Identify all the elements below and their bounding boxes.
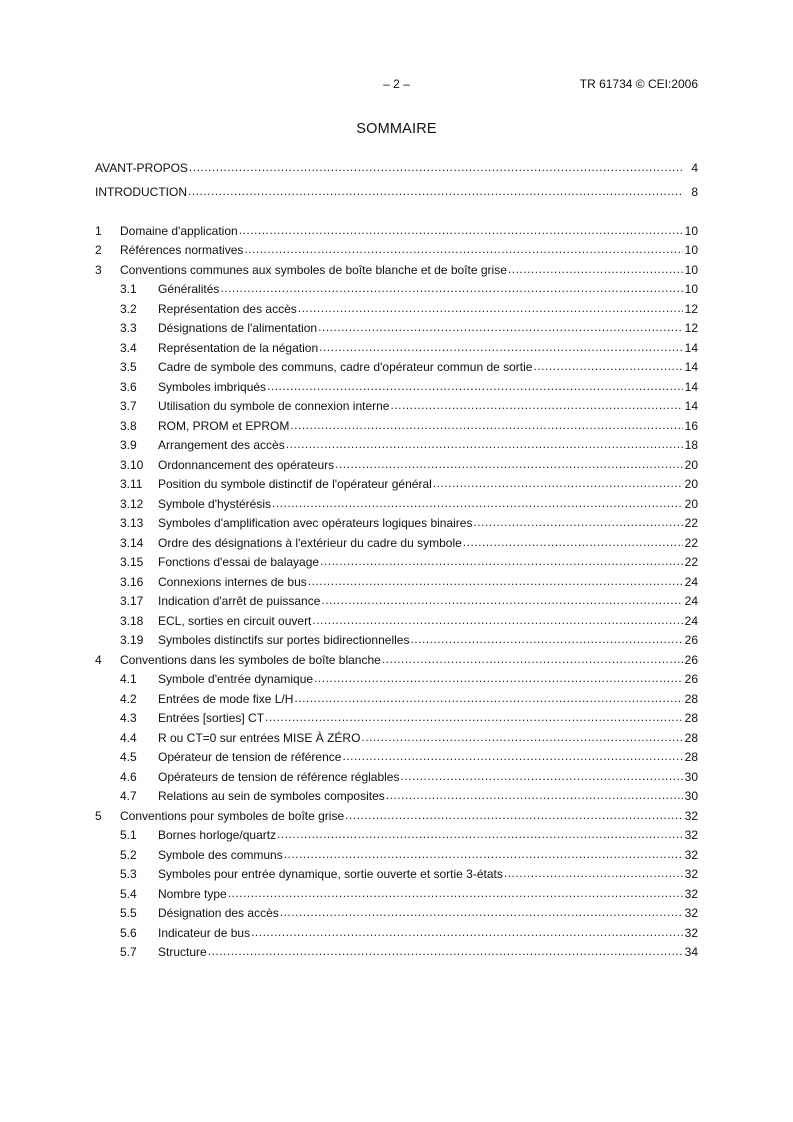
toc-entry[interactable] (95, 394, 698, 414)
toc-entry-label: Entrées [sorties] CT (158, 711, 265, 725)
toc-entry-page: 32 (684, 808, 698, 823)
toc-entry-number: 4.6 (120, 769, 137, 784)
toc-entry-page: 20 (684, 477, 698, 491)
table-of-contents (95, 150, 698, 959)
toc-entry-number: 3.4 (120, 340, 137, 355)
dot-leader (319, 342, 683, 352)
dot-leader (265, 712, 683, 722)
toc-entry-number: 3.15 (120, 555, 144, 569)
toc-entry-page: 24 (684, 594, 698, 608)
toc-entry-page: 20 (684, 457, 698, 472)
toc-entry-number: 5 (95, 808, 102, 823)
toc-entry-number: 3.19 (120, 633, 144, 647)
toc-entry[interactable] (95, 511, 698, 531)
toc-entry-page: 4 (691, 160, 698, 175)
toc-entry-label: Généralités (158, 282, 220, 296)
toc-entry-label: Symbole d'hystérésis (158, 496, 272, 511)
dot-leader (400, 771, 683, 781)
dot-leader (473, 517, 683, 527)
toc-entry-label: Représentation de la négation (158, 340, 319, 355)
dot-leader (189, 162, 683, 172)
toc-entry-number: 3.1 (120, 282, 137, 296)
toc-entry[interactable] (95, 881, 698, 901)
dot-leader (244, 244, 683, 254)
toc-entry-number: 5.7 (120, 945, 137, 959)
dot-leader (280, 907, 683, 917)
toc-entry-label: Ordonnancement des opérateurs (158, 457, 335, 472)
toc-entry-label: Représentation des accès (158, 301, 297, 316)
dot-leader (277, 829, 683, 839)
toc-entry-page: 30 (684, 769, 698, 784)
dot-leader (361, 732, 683, 742)
toc-entry-page: 26 (684, 633, 698, 647)
toc-entry-page: 14 (684, 360, 698, 374)
toc-entry-label: Conventions dans les symboles de boîte blanche (120, 652, 381, 667)
toc-entry[interactable] (95, 296, 698, 316)
toc-entry-label: Symboles pour entrée dynamique, sortie ouverte et sortie 3-états (158, 867, 503, 881)
toc-entry-label: Relations au sein de symboles composites (158, 789, 385, 803)
toc-entry-page: 18 (684, 438, 698, 452)
toc-entry-page: 28 (684, 691, 698, 706)
toc-entry[interactable] (95, 764, 698, 784)
dot-leader (188, 186, 683, 196)
dot-leader (294, 693, 683, 703)
toc-entry-number: 3 (95, 262, 102, 277)
toc-entry-number: 4.5 (120, 750, 137, 764)
toc-entry-page: 14 (684, 399, 698, 413)
toc-entry[interactable] (95, 803, 698, 823)
toc-entry-number: 3.9 (120, 438, 137, 452)
toc-entry-number: 3.7 (120, 399, 137, 413)
toc-entry-number: 4.4 (120, 730, 137, 745)
dot-leader (320, 556, 683, 566)
toc-entry-label: Domaine d'application (120, 223, 238, 238)
toc-entry[interactable] (95, 940, 698, 960)
toc-entry-number: 4.7 (120, 789, 137, 803)
toc-entry[interactable] (95, 218, 698, 238)
toc-entry[interactable] (95, 725, 698, 745)
dot-leader (504, 868, 683, 878)
toc-entry[interactable] (95, 316, 698, 336)
toc-entry-number: 4.2 (120, 691, 137, 706)
toc-entry-page: 12 (684, 301, 698, 316)
toc-entry-label: Utilisation du symbole de connexion interne (158, 399, 390, 413)
toc-entry[interactable] (95, 647, 698, 667)
toc-entry-number: 5.3 (120, 867, 137, 881)
toc-entry-label: Désignation des accès (158, 906, 279, 920)
toc-entry-page: 34 (684, 945, 698, 959)
toc-entry-label: Fonctions d'essai de balayage (158, 555, 320, 569)
toc-entry-label: Indicateur de bus (158, 925, 251, 940)
toc-entry-number: 5.6 (120, 925, 137, 940)
toc-entry-page: 10 (684, 223, 698, 238)
toc-entry-number: 3.14 (120, 535, 144, 550)
toc-entry[interactable] (95, 667, 698, 687)
toc-entry[interactable] (95, 491, 698, 511)
toc-entry-page: 28 (684, 730, 698, 745)
dot-leader (267, 381, 683, 391)
dot-leader (286, 439, 683, 449)
toc-entry[interactable] (95, 472, 698, 492)
toc-entry-number: 3.10 (120, 457, 144, 472)
toc-entry-label: R ou CT=0 sur entrées MISE À ZÉRO (158, 730, 361, 745)
toc-entry-number: 3.3 (120, 321, 137, 335)
dot-leader (220, 283, 683, 293)
toc-entry-page: 10 (684, 262, 698, 277)
toc-entry-label: Symbole d'entrée dynamique (158, 672, 314, 686)
page-number: – 2 – (383, 77, 410, 91)
toc-entry-page: 28 (684, 750, 698, 764)
dot-leader (314, 673, 683, 683)
toc-entry-page: 28 (684, 711, 698, 725)
toc-entry[interactable] (95, 452, 698, 472)
toc-entry-number: 2 (95, 243, 102, 257)
dot-leader (321, 595, 683, 605)
toc-entry-number: 4.3 (120, 711, 137, 725)
toc-entry-label: Indication d'arrêt de puissance (158, 594, 321, 608)
toc-entry[interactable] (95, 530, 698, 550)
toc-entry[interactable] (95, 150, 698, 175)
toc-entry-page: 12 (684, 321, 698, 335)
toc-entry-label: Structure (158, 945, 207, 959)
toc-entry-page: 32 (684, 906, 698, 920)
toc-entry-page: 26 (684, 672, 698, 686)
toc-entry-number: 4.1 (120, 672, 137, 686)
toc-entry-label: Symboles distinctifs sur portes bidirectionnelles (158, 633, 410, 647)
toc-entry-page: 10 (684, 243, 698, 257)
toc-entry-label: Opérateur de tension de référence (158, 750, 342, 764)
toc-entry-label: Symbole des communs (158, 847, 283, 862)
toc-entry-number: 3.6 (120, 379, 137, 394)
toc-entry-page: 32 (684, 925, 698, 940)
toc-entry-number: 5.2 (120, 847, 137, 862)
dot-leader (390, 400, 683, 410)
toc-entry-page: 22 (684, 535, 698, 550)
toc-entry-number: 3.13 (120, 516, 144, 530)
dot-leader (208, 946, 683, 956)
dot-leader (298, 303, 683, 313)
dot-leader (342, 751, 683, 761)
toc-entry-number: 3.5 (120, 360, 137, 374)
dot-leader (272, 498, 683, 508)
toc-entry-page: 32 (684, 867, 698, 881)
toc-entry-number: 3.12 (120, 496, 144, 511)
toc-entry[interactable] (95, 823, 698, 843)
dot-leader (284, 849, 683, 859)
toc-entry-label: Ordre des désignations à l'extérieur du cadre du symbole (158, 535, 462, 550)
toc-entry-page: 20 (684, 496, 698, 511)
toc-entry[interactable] (95, 238, 698, 258)
toc-entry-label: Bornes horloge/quartz (158, 828, 277, 842)
toc-entry-label: ROM, PROM et EPROM (158, 418, 290, 433)
toc-entry-page: 10 (684, 282, 698, 296)
toc-entry[interactable] (95, 706, 698, 726)
toc-entry[interactable] (95, 433, 698, 453)
toc-entry-label: INTRODUCTION (95, 185, 187, 199)
toc-entry[interactable] (95, 355, 698, 375)
toc-entry-page: 14 (684, 379, 698, 394)
dot-leader (312, 615, 683, 625)
toc-entry[interactable] (95, 862, 698, 882)
toc-entry[interactable] (95, 608, 698, 628)
toc-entry-page: 26 (684, 652, 698, 667)
toc-entry-page: 22 (684, 555, 698, 569)
toc-entry-number: 1 (95, 223, 102, 238)
toc-entry-label: AVANT-PROPOS (95, 160, 188, 175)
toc-entry-number: 3.18 (120, 613, 144, 628)
toc-entry[interactable] (95, 589, 698, 609)
dot-leader (318, 322, 683, 332)
toc-entry-page: 32 (684, 828, 698, 842)
toc-entry[interactable] (95, 413, 698, 433)
toc-entry-label: ECL, sorties en circuit ouvert (158, 613, 312, 628)
dot-leader (308, 576, 683, 586)
dot-leader (382, 654, 683, 664)
toc-entry-label: Conventions communes aux symboles de boîte blanche et de boîte grise (120, 262, 507, 277)
toc-entry[interactable] (95, 628, 698, 648)
toc-entry-page: 16 (684, 418, 698, 433)
dot-leader (533, 361, 683, 371)
toc-entry[interactable] (95, 175, 698, 200)
toc-entry-label: Entrées de mode fixe L/H (158, 691, 294, 706)
dot-leader (386, 790, 683, 800)
toc-entry[interactable] (95, 745, 698, 765)
toc-spacer (95, 199, 698, 218)
toc-entry-number: 3.8 (120, 418, 137, 433)
dot-leader (463, 537, 683, 547)
toc-entry[interactable] (95, 550, 698, 570)
toc-entry-page: 22 (684, 516, 698, 530)
dot-leader (239, 225, 683, 235)
dot-leader (410, 634, 683, 644)
toc-entry-page: 32 (684, 886, 698, 901)
page-header (95, 77, 698, 93)
toc-entry-number: 5.4 (120, 886, 137, 901)
toc-entry-number: 3.16 (120, 574, 144, 589)
toc-entry[interactable] (95, 277, 698, 297)
dot-leader (251, 927, 683, 937)
toc-entry-number: 3.2 (120, 301, 137, 316)
dot-leader (508, 264, 683, 274)
dot-leader (290, 420, 683, 430)
toc-entry-label: Position du symbole distinctif de l'opérateur général (158, 477, 432, 491)
document-reference: TR 61734 © CEI:2006 (579, 77, 698, 91)
toc-entry-label: Conventions pour symboles de boîte grise (120, 808, 345, 823)
toc-entry-number: 5.1 (120, 828, 137, 842)
dot-leader (433, 478, 683, 488)
toc-entry[interactable] (95, 842, 698, 862)
toc-entry-number: 4 (95, 652, 102, 667)
toc-entry[interactable] (95, 686, 698, 706)
toc-entry-label: Désignations de l'alimentation (158, 321, 318, 335)
dot-leader (345, 810, 683, 820)
dot-leader (335, 459, 683, 469)
toc-entry[interactable] (95, 335, 698, 355)
toc-entry-label: Opérateurs de tension de référence réglables (158, 769, 400, 784)
toc-entry-page: 24 (684, 574, 698, 589)
toc-entry[interactable] (95, 257, 698, 277)
toc-entry-label: Cadre de symbole des communs, cadre d'opérateur commun de sortie (158, 360, 533, 374)
toc-entry-number: 3.17 (120, 594, 144, 608)
toc-entry[interactable] (95, 374, 698, 394)
toc-entry-page: 30 (684, 789, 698, 803)
toc-entry[interactable] (95, 784, 698, 804)
toc-entry[interactable] (95, 920, 698, 940)
toc-entry-number: 3.11 (120, 477, 143, 491)
toc-entry-label: Symboles imbriqués (158, 379, 267, 394)
toc-entry-label: Nombre type (158, 886, 227, 901)
toc-entry-label: Connexions internes de bus (158, 574, 307, 589)
dot-leader (228, 888, 683, 898)
toc-entry-page: 14 (684, 340, 698, 355)
toc-entry-label: Symboles d'amplification avec opérateurs logiques binaires (158, 516, 473, 530)
toc-entry-page: 32 (684, 847, 698, 862)
toc-entry-number: 5.5 (120, 906, 137, 920)
toc-title: SOMMAIRE (356, 121, 437, 137)
toc-entry[interactable] (95, 569, 698, 589)
toc-entry-label: Références normatives (120, 243, 244, 257)
toc-entry-page: 8 (691, 185, 698, 199)
toc-entry-page: 24 (684, 613, 698, 628)
toc-entry-label: Arrangement des accès (158, 438, 285, 452)
toc-entry[interactable] (95, 901, 698, 921)
